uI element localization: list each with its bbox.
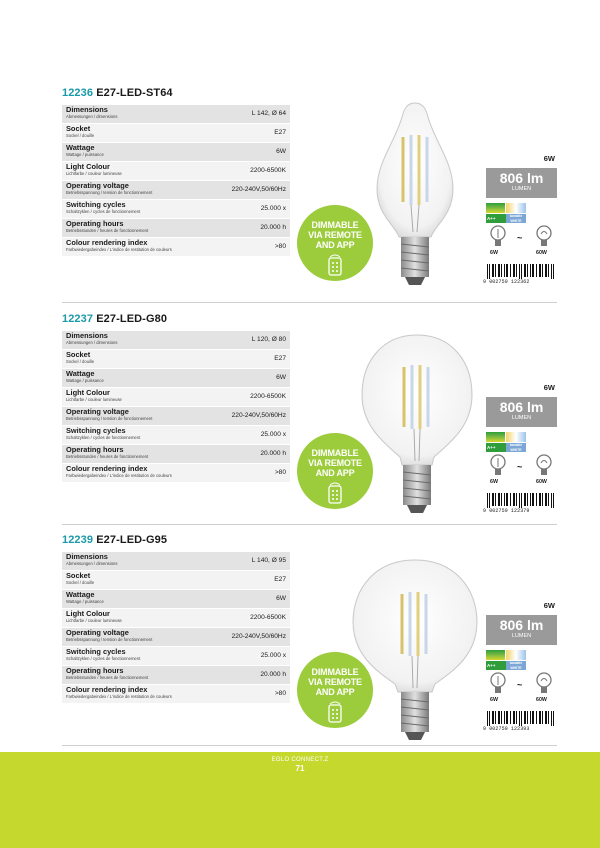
lumen-value: 806 lm	[499, 617, 544, 633]
tunable-line: WHITE	[510, 665, 522, 670]
barcode	[483, 493, 557, 517]
info-panel	[483, 383, 557, 523]
led-bulb-icon	[490, 672, 506, 696]
section-divider	[62, 524, 557, 525]
product-12239	[0, 534, 600, 749]
spec-label: Dimensions	[66, 552, 108, 561]
spec-sublabel: Betriebsspannung / tension de fonctionnement	[66, 416, 153, 421]
spec-row-switching-cycles	[62, 200, 290, 219]
product-name: E27-LED-G95	[96, 534, 168, 546]
incandescent-bulb-icon	[536, 454, 552, 478]
barcode-bars	[486, 711, 557, 726]
barcode-bars	[486, 493, 557, 508]
panel-wattage: 6W	[543, 154, 555, 163]
lumen-value: 806 lm	[499, 170, 544, 186]
badge-line: DIMMABLE	[311, 667, 359, 677]
led-watt: 6W	[490, 479, 498, 485]
product-title	[62, 534, 167, 546]
barcode	[483, 711, 557, 735]
tunable-line: tunable	[509, 214, 523, 218]
dimmable-badge	[297, 205, 373, 281]
energy-bars	[486, 650, 526, 660]
badge-text	[297, 448, 373, 478]
spec-row-socket	[62, 350, 290, 369]
remote-control-icon	[326, 254, 344, 276]
remote-control-icon	[326, 482, 344, 504]
spec-label: Dimensions	[66, 105, 108, 114]
badge-line: AND APP	[315, 687, 355, 697]
spec-label: Operating voltage	[66, 181, 129, 190]
lumen-unit: LUMEN	[511, 186, 532, 192]
spec-row-cri	[62, 685, 290, 704]
spec-row-light-colour	[62, 609, 290, 628]
incandescent-bulb-icon	[536, 672, 552, 696]
spec-row-voltage	[62, 181, 290, 200]
spec-value: 25.000 x	[260, 205, 286, 212]
badge-line: AND APP	[315, 468, 355, 478]
spec-row-wattage	[62, 369, 290, 388]
tunable-line: WHITE	[510, 218, 522, 223]
spec-value: 220-240V,50/60Hz	[231, 633, 286, 640]
spec-sublabel: Sockel / douille	[66, 580, 95, 585]
footer-brand: EGLO CONNECT.Z	[271, 757, 329, 763]
spec-row-dimensions	[62, 331, 290, 350]
incandescent-watt: 60W	[536, 250, 547, 256]
spec-sublabel: Betriebsspannung / tension de fonctionnement	[66, 637, 153, 642]
spec-table	[62, 331, 290, 483]
spec-row-voltage	[62, 407, 290, 426]
spec-row-socket	[62, 571, 290, 590]
product-name: E27-LED-ST64	[96, 87, 173, 99]
spec-row-light-colour	[62, 162, 290, 181]
spec-row-operating-hours	[62, 219, 290, 238]
spec-value: >80	[274, 469, 286, 476]
led-watt: 6W	[490, 250, 498, 256]
spec-value: L 140, Ø 95	[251, 557, 286, 564]
spec-value: 6W	[276, 148, 286, 155]
tunable-white-label	[506, 661, 526, 670]
barcode-number: 9 002759 122379	[483, 508, 530, 514]
product-title	[62, 313, 167, 325]
incandescent-watt: 60W	[536, 697, 547, 703]
wattage-comparison	[486, 672, 557, 706]
energy-scale	[486, 650, 505, 660]
dimmable-badge	[297, 433, 373, 509]
spec-value: E27	[274, 576, 286, 583]
spec-row-wattage	[62, 143, 290, 162]
product-code: 12236	[62, 87, 94, 99]
spec-label: Switching cycles	[66, 426, 126, 435]
spec-value: 20.000 h	[260, 224, 286, 231]
spec-value: >80	[274, 243, 286, 250]
barcode-bars	[486, 264, 557, 279]
spec-value: L 142, Ø 64	[251, 110, 286, 117]
badge-line: DIMMABLE	[311, 448, 359, 458]
spec-label: Wattage	[66, 143, 95, 152]
energy-label	[486, 650, 526, 670]
lumen-box	[486, 615, 557, 645]
spec-label: Socket	[66, 571, 91, 580]
barcode-number: 9 002759 122362	[483, 279, 530, 285]
spec-value: 2200-6500K	[250, 393, 286, 400]
lumen-unit: LUMEN	[511, 633, 532, 639]
spec-row-cri	[62, 464, 290, 483]
spec-row-wattage	[62, 590, 290, 609]
remote-control-icon	[326, 701, 344, 723]
spec-sublabel: Betriebsstunden / heures de fonctionnement	[66, 228, 149, 233]
product-code: 12237	[62, 313, 94, 325]
spec-sublabel: Farbwiedergabeindex / L'indice de restitution de couleurs	[66, 694, 172, 699]
spec-sublabel: Sockel / douille	[66, 133, 95, 138]
tunable-scale	[506, 650, 526, 660]
tunable-scale	[506, 432, 526, 442]
lumen-box	[486, 168, 557, 198]
spec-label: Operating hours	[66, 666, 124, 675]
product-12236	[0, 87, 600, 302]
spec-label: Wattage	[66, 590, 95, 599]
spec-sublabel: Wattage / puissance	[66, 378, 104, 383]
barcode-number: 9 002759 122393	[483, 726, 530, 732]
spec-row-voltage	[62, 628, 290, 647]
spec-value: 220-240V,50/60Hz	[231, 412, 286, 419]
spec-value: L 120, Ø 80	[251, 336, 286, 343]
dimmable-badge	[297, 652, 373, 728]
spec-row-switching-cycles	[62, 426, 290, 445]
product-code: 12239	[62, 534, 94, 546]
badge-line: VIA REMOTE	[308, 458, 362, 468]
badge-text	[297, 667, 373, 697]
spec-row-light-colour	[62, 388, 290, 407]
energy-scale	[486, 432, 505, 442]
spec-sublabel: Betriebsstunden / heures de fonctionnement	[66, 675, 149, 680]
spec-sublabel: Lichtfarbe / couleur lumineuse	[66, 397, 122, 402]
spec-sublabel: Wattage / puissance	[66, 152, 104, 157]
spec-label: Light Colour	[66, 609, 110, 618]
bulb-image	[352, 327, 482, 517]
incandescent-watt: 60W	[536, 479, 547, 485]
spec-label: Switching cycles	[66, 647, 126, 656]
badge-line: VIA REMOTE	[308, 230, 362, 240]
energy-class: A++	[486, 214, 506, 223]
info-panel	[483, 154, 557, 294]
led-bulb-icon	[490, 225, 506, 249]
spec-label: Socket	[66, 350, 91, 359]
badge-text	[297, 220, 373, 250]
energy-class: A++	[486, 661, 506, 670]
tunable-white-label	[506, 443, 526, 452]
spec-label: Socket	[66, 124, 91, 133]
spec-value: 25.000 x	[260, 431, 286, 438]
product-name: E27-LED-G80	[96, 313, 168, 325]
approx-sign: ~	[517, 680, 523, 690]
badge-line: AND APP	[315, 240, 355, 250]
spec-row-operating-hours	[62, 666, 290, 685]
spec-table	[62, 552, 290, 704]
tunable-line: tunable	[509, 661, 523, 665]
badge-line: VIA REMOTE	[308, 677, 362, 687]
wattage-comparison	[486, 225, 557, 259]
spec-label: Operating hours	[66, 445, 124, 454]
spec-value: E27	[274, 355, 286, 362]
spec-value: 2200-6500K	[250, 614, 286, 621]
spec-row-switching-cycles	[62, 647, 290, 666]
spec-sublabel: Betriebsspannung / tension de fonctionnement	[66, 190, 153, 195]
spec-sublabel: Schaltzyklen / cycles de fonctionnement	[66, 656, 141, 661]
spec-sublabel: Abmessungen / dimensions	[66, 114, 118, 119]
lumen-value: 806 lm	[499, 399, 544, 415]
spec-label: Operating hours	[66, 219, 124, 228]
approx-sign: ~	[517, 233, 523, 243]
spec-value: 6W	[276, 595, 286, 602]
product-12237	[0, 313, 600, 528]
spec-label: Switching cycles	[66, 200, 126, 209]
spec-row-cri	[62, 238, 290, 257]
panel-wattage: 6W	[543, 383, 555, 392]
approx-sign: ~	[517, 462, 523, 472]
spec-sublabel: Abmessungen / dimensions	[66, 340, 118, 345]
product-title	[62, 87, 173, 99]
spec-sublabel: Lichtfarbe / couleur lumineuse	[66, 171, 122, 176]
lumen-box	[486, 397, 557, 427]
spec-label: Operating voltage	[66, 407, 129, 416]
energy-bars	[486, 432, 526, 442]
tunable-line: tunable	[509, 443, 523, 447]
energy-label	[486, 203, 526, 223]
spec-sublabel: Betriebsstunden / heures de fonctionnement	[66, 454, 149, 459]
wattage-comparison	[486, 454, 557, 488]
spec-table	[62, 105, 290, 257]
spec-label: Colour rendering index	[66, 464, 148, 473]
spec-label: Colour rendering index	[66, 685, 148, 694]
energy-scale	[486, 203, 505, 213]
page-footer	[0, 752, 600, 848]
led-watt: 6W	[490, 697, 498, 703]
spec-sublabel: Farbwiedergabeindex / L'indice de restitution de couleurs	[66, 247, 172, 252]
spec-sublabel: Lichtfarbe / couleur lumineuse	[66, 618, 122, 623]
energy-bars	[486, 203, 526, 213]
barcode	[483, 264, 557, 288]
spec-sublabel: Schaltzyklen / cycles de fonctionnement	[66, 435, 141, 440]
spec-sublabel: Wattage / puissance	[66, 599, 104, 604]
spec-row-operating-hours	[62, 445, 290, 464]
spec-label: Light Colour	[66, 162, 110, 171]
spec-label: Wattage	[66, 369, 95, 378]
tunable-line: WHITE	[510, 447, 522, 452]
spec-label: Dimensions	[66, 331, 108, 340]
spec-value: E27	[274, 129, 286, 136]
spec-row-dimensions	[62, 105, 290, 124]
lumen-unit: LUMEN	[511, 415, 532, 421]
spec-sublabel: Abmessungen / dimensions	[66, 561, 118, 566]
section-divider	[62, 302, 557, 303]
info-panel	[483, 601, 557, 741]
spec-sublabel: Schaltzyklen / cycles de fonctionnement	[66, 209, 141, 214]
spec-row-socket	[62, 124, 290, 143]
bulb-image	[345, 554, 485, 744]
tunable-scale	[506, 203, 526, 213]
panel-wattage: 6W	[543, 601, 555, 610]
spec-value: 220-240V,50/60Hz	[231, 186, 286, 193]
spec-sublabel: Sockel / douille	[66, 359, 95, 364]
led-bulb-icon	[490, 454, 506, 478]
energy-class: A++	[486, 443, 506, 452]
spec-sublabel: Farbwiedergabeindex / L'indice de restitution de couleurs	[66, 473, 172, 478]
section-divider	[62, 745, 557, 746]
spec-row-dimensions	[62, 552, 290, 571]
spec-label: Light Colour	[66, 388, 110, 397]
spec-label: Operating voltage	[66, 628, 129, 637]
spec-value: 20.000 h	[260, 450, 286, 457]
badge-line: DIMMABLE	[311, 220, 359, 230]
spec-value: 20.000 h	[260, 671, 286, 678]
spec-value: 6W	[276, 374, 286, 381]
incandescent-bulb-icon	[536, 225, 552, 249]
spec-value: 2200-6500K	[250, 167, 286, 174]
spec-label: Colour rendering index	[66, 238, 148, 247]
tunable-white-label	[506, 214, 526, 223]
spec-value: 25.000 x	[260, 652, 286, 659]
bulb-image	[355, 97, 475, 287]
spec-value: >80	[274, 690, 286, 697]
energy-label	[486, 432, 526, 452]
page-number: 71	[295, 764, 305, 773]
